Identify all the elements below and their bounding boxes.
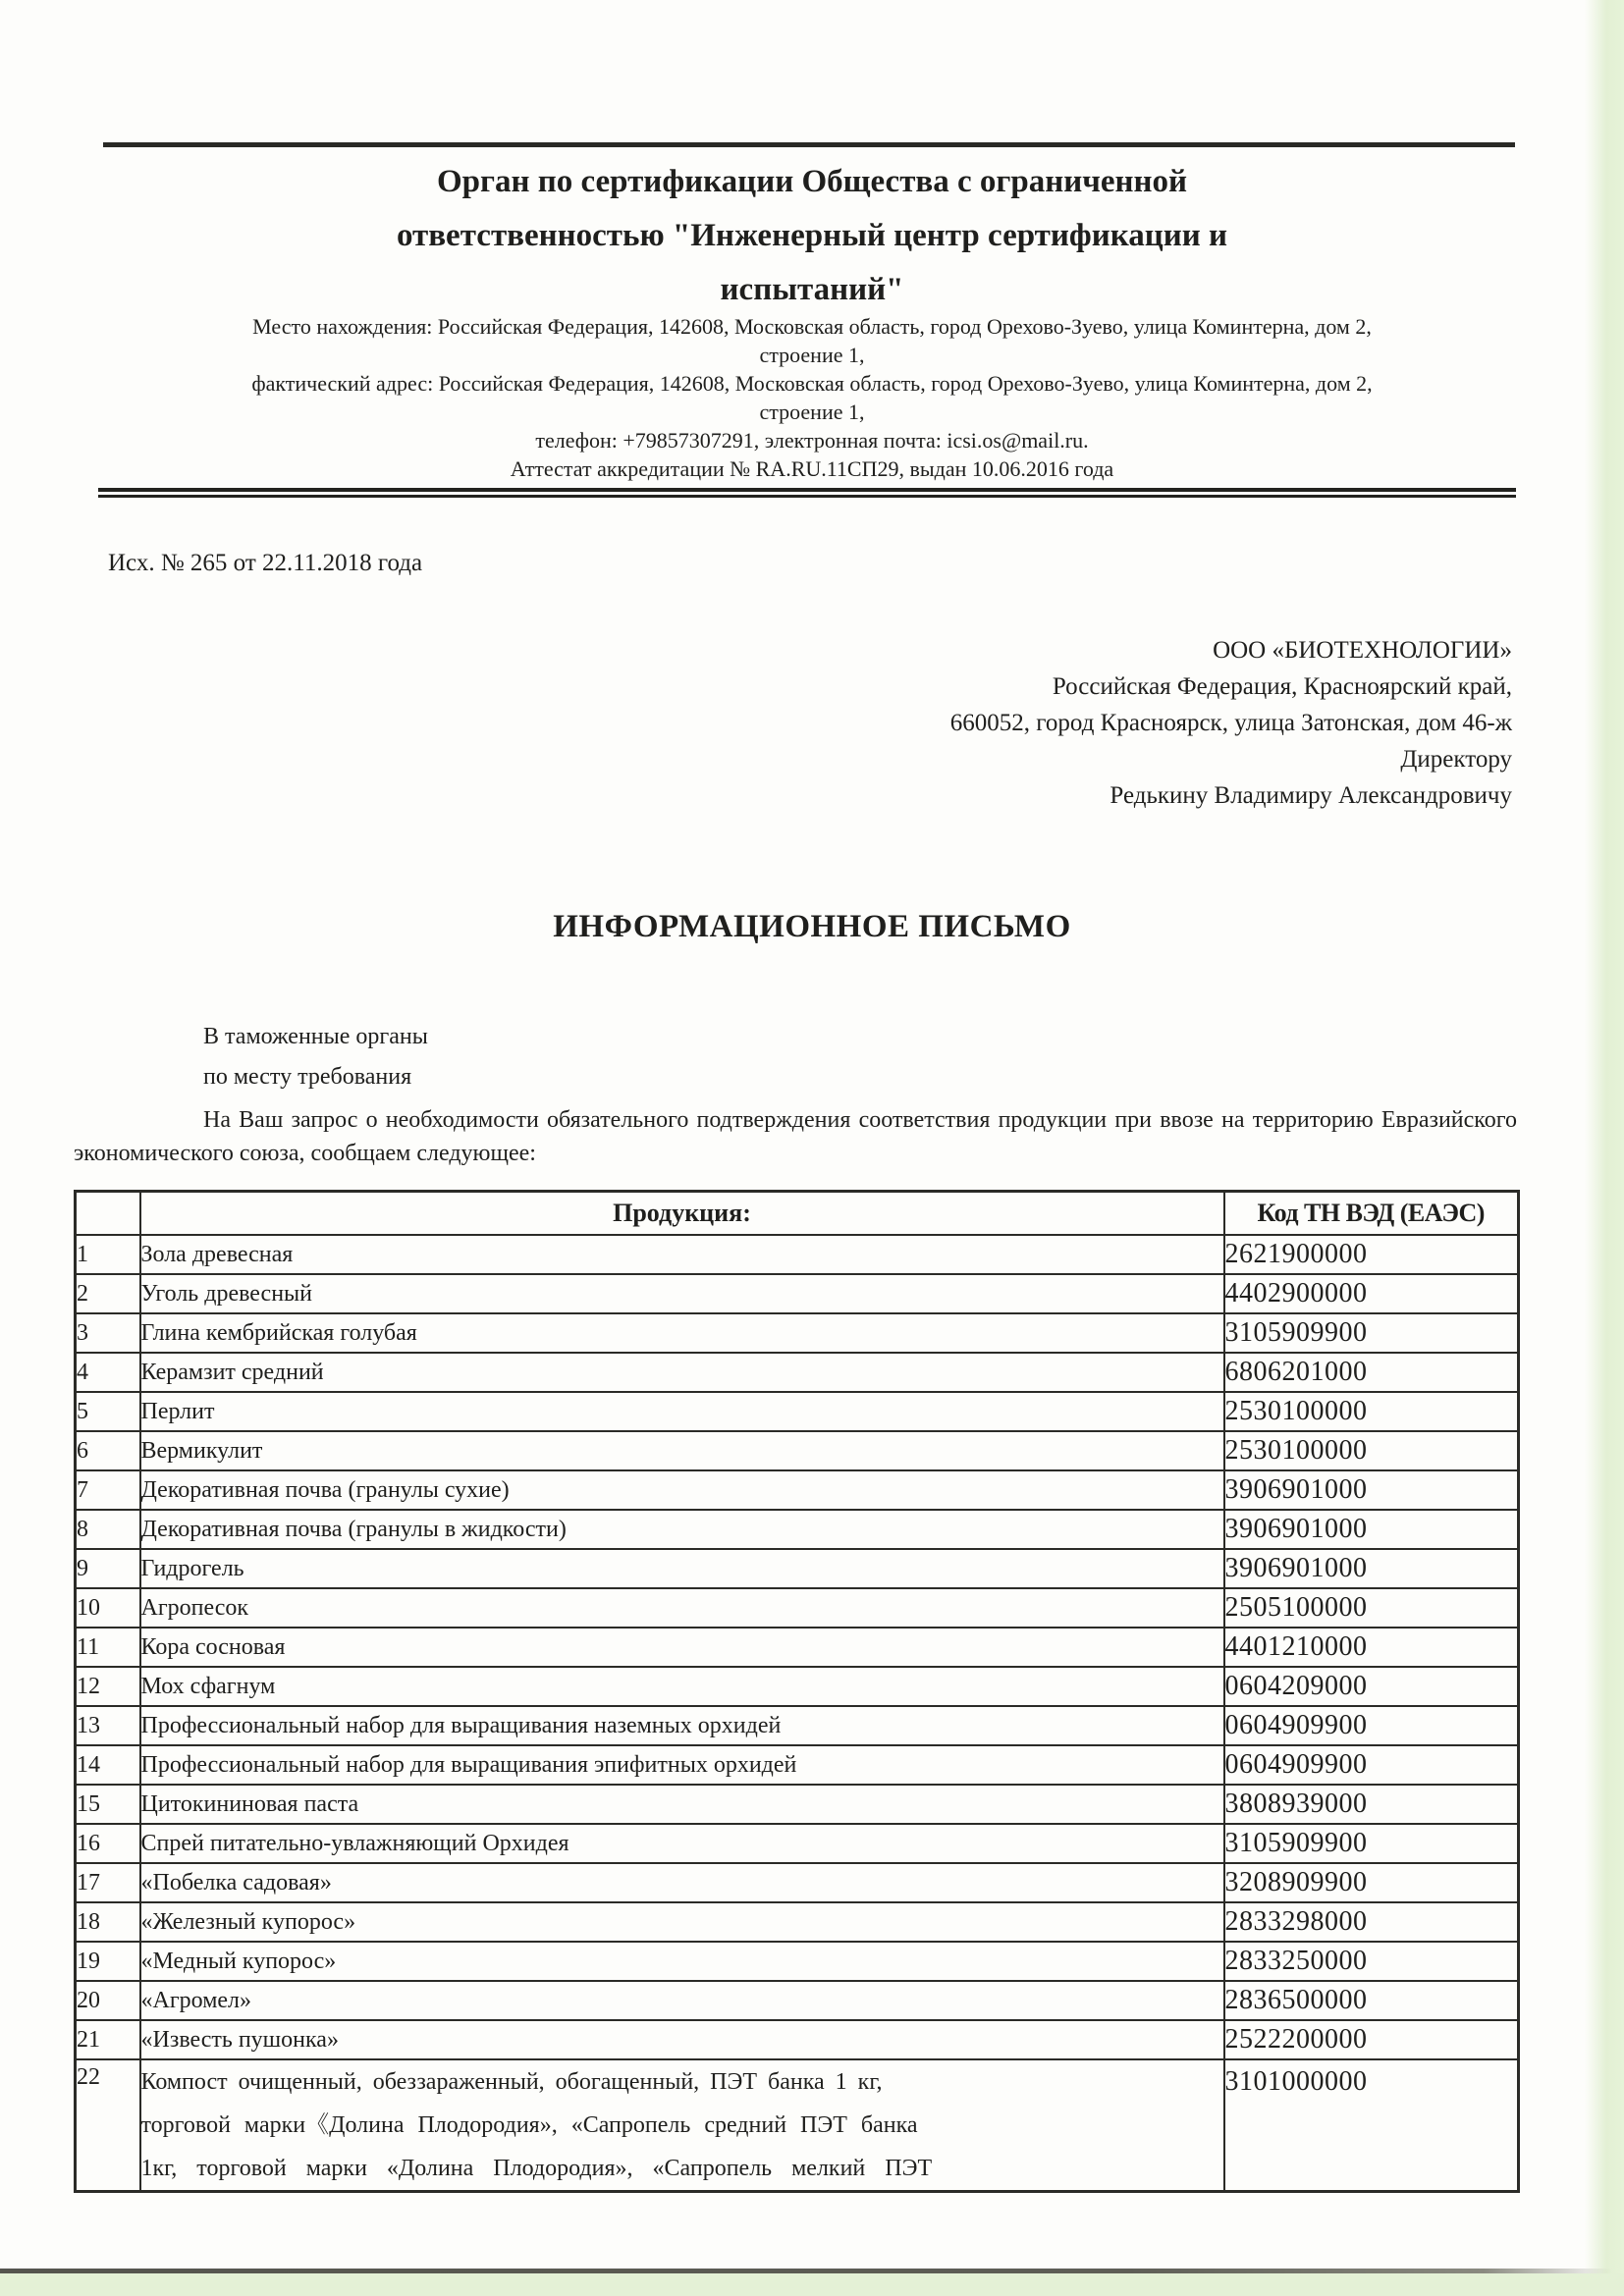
table-row [76,1392,1519,1431]
product-name: Агропесок [140,1588,1224,1628]
letterhead-org-name [56,155,1568,317]
row-number: 15 [76,1785,140,1824]
table-header-row [76,1192,1519,1236]
outgoing-reference: Исх. № 265 от 22.11.2018 года [108,550,423,576]
tnved-code: 0604909900 [1224,1706,1519,1745]
product-name: Зола древесная [140,1235,1224,1274]
product-name: «Медный купорос» [140,1942,1224,1981]
letterhead-accreditation-line: Аттестат аккредитации № RA.RU.11СП29, выдан 10.06.2016 года [510,456,1114,481]
row-number: 3 [76,1313,140,1353]
product-name-line: Компост очищенный, обеззараженный, обогащенный, ПЭТ банка 1 кг, [140,2069,883,2095]
table-row [76,1981,1519,2020]
table-row [76,1353,1519,1392]
table-row [76,1549,1519,1588]
recipient-position: Директору [1400,746,1512,773]
row-number: 5 [76,1392,140,1431]
product-name: Перлит [140,1392,1224,1431]
addressee-note [203,1017,428,1097]
letterhead-address-block [56,312,1568,483]
product-name: Вермикулит [140,1431,1224,1470]
tnved-code: 3906901000 [1224,1470,1519,1510]
table-row [76,2020,1519,2059]
col-header-number [76,1192,140,1236]
org-name-line: Орган по сертификации Общества с ограниченной [436,164,1188,199]
table-row [76,1942,1519,1981]
table-row [76,1745,1519,1785]
product-name: Глина кембрийская голубая [140,1313,1224,1353]
tnved-code: 2522200000 [1224,2020,1519,2059]
col-header-product: Продукция: [140,1192,1224,1236]
recipient-company: ООО «БИОТЕХНОЛОГИИ» [1213,637,1512,664]
addressee-note-line: по месту требования [203,1064,412,1090]
tnved-code: 0604909900 [1224,1745,1519,1785]
tnved-code: 3208909900 [1224,1863,1519,1902]
table-row [76,1902,1519,1942]
row-number: 14 [76,1745,140,1785]
recipient-address-line: 660052, город Красноярск, улица Затонская, дом 46-ж [949,710,1512,736]
col-header-code: Код ТН ВЭД (ЕАЭС) [1224,1192,1519,1236]
product-name: «Железный купорос» [140,1902,1224,1942]
letterhead-address-line: фактический адрес: Российская Федерация, 142608, Московская область, город Орехово-Зуево, улица Коминтерна, дом 2, [251,371,1373,396]
scan-edge-right [1585,0,1624,2296]
tnved-code: 0604209000 [1224,1667,1519,1706]
tnved-code: 3101000000 [1224,2059,1519,2192]
letterhead-contact-line: телефон: +79857307291, электронная почта: icsi.os@mail.ru. [535,428,1089,453]
tnved-code: 3808939000 [1224,1785,1519,1824]
row-number: 17 [76,1863,140,1902]
row-number: 21 [76,2020,140,2059]
table-row [76,1274,1519,1313]
letterhead-address-line: Место нахождения: Российская Федерация, 142608, Московская область, город Орехово-Зуево, улица Коминтерна, дом 2, [252,314,1372,339]
addressee-note-line: В таможенные органы [203,1024,428,1049]
tnved-code: 2833298000 [1224,1902,1519,1942]
product-name [140,2059,1224,2192]
row-number: 4 [76,1353,140,1392]
product-name: «Побелка садовая» [140,1863,1224,1902]
letterhead-address-line: строение 1, [759,400,865,424]
intro-paragraph: На Ваш запрос о необходимости обязательного подтверждения соответствия продукции при ввозе на территорию Евразийского экономического союза, сообщаем следующее: [74,1107,1517,1166]
table-row [76,1785,1519,1824]
tnved-code: 4401210000 [1224,1628,1519,1667]
letterhead-address-line: строение 1, [759,343,865,367]
product-name: Гидрогель [140,1549,1224,1588]
row-number: 12 [76,1667,140,1706]
row-number: 19 [76,1942,140,1981]
tnved-code: 2530100000 [1224,1431,1519,1470]
tnved-code: 3105909900 [1224,1313,1519,1353]
product-name-line: 1кг, торговой марки «Долина Плодородия», «Сапропель мелкий ПЭТ [140,2156,933,2181]
row-number: 6 [76,1431,140,1470]
product-name: Декоративная почва (гранулы сухие) [140,1470,1224,1510]
tnved-code: 2621900000 [1224,1235,1519,1274]
product-name: Профессиональный набор для выращивания эпифитных орхидей [140,1745,1224,1785]
product-name-line: торговой марки《Долина Плодородия», «Сапропель средний ПЭТ банка [140,2112,918,2138]
product-name: «Агромел» [140,1981,1224,2020]
row-number: 1 [76,1235,140,1274]
row-number: 20 [76,1981,140,2020]
row-number: 8 [76,1510,140,1549]
tnved-code: 3906901000 [1224,1510,1519,1549]
product-name: Керамзит средний [140,1353,1224,1392]
tnved-code: 4402900000 [1224,1274,1519,1313]
row-number: 18 [76,1902,140,1942]
document-title: ИНФОРМАЦИОННОЕ ПИСЬМО [553,909,1071,944]
row-number: 22 [76,2059,140,2192]
product-name: Декоративная почва (гранулы в жидкости) [140,1510,1224,1549]
tnved-code: 6806201000 [1224,1353,1519,1392]
recipient-name: Редькину Владимиру Александровичу [1110,782,1512,809]
table-row [76,1313,1519,1353]
recipient-address-line: Российская Федерация, Красноярский край, [1052,673,1512,700]
row-number: 2 [76,1274,140,1313]
tnved-code: 3105909900 [1224,1824,1519,1863]
table-row [76,1628,1519,1667]
org-name-line: испытаний" [720,272,904,307]
table-row [76,1667,1519,1706]
product-name: «Известь пушонка» [140,2020,1224,2059]
product-name: Кора сосновая [140,1628,1224,1667]
tnved-code: 2833250000 [1224,1942,1519,1981]
product-name: Цитокининовая паста [140,1785,1224,1824]
product-name: Профессиональный набор для выращивания наземных орхидей [140,1706,1224,1745]
tnved-code: 2505100000 [1224,1588,1519,1628]
table-row [76,1431,1519,1470]
tnved-code: 2530100000 [1224,1392,1519,1431]
product-name: Мох сфагнум [140,1667,1224,1706]
table-row [76,1706,1519,1745]
table-row [76,1510,1519,1549]
tnved-code: 3906901000 [1224,1549,1519,1588]
table-row [76,1470,1519,1510]
row-number: 11 [76,1628,140,1667]
org-name-line: ответственностью "Инженерный центр сертификации и [396,218,1228,253]
scan-edge-bottom [0,2273,1624,2296]
letterhead-top-rule [103,142,1515,147]
row-number: 16 [76,1824,140,1863]
product-name: Уголь древесный [140,1274,1224,1313]
recipient-block [950,632,1512,814]
row-number: 7 [76,1470,140,1510]
row-number: 13 [76,1706,140,1745]
table-row [76,1824,1519,1863]
row-number: 10 [76,1588,140,1628]
tnved-code: 2836500000 [1224,1981,1519,2020]
table-row [76,1588,1519,1628]
table-row [76,1235,1519,1274]
table-row [76,1863,1519,1902]
row-number: 9 [76,1549,140,1588]
products-table [74,1190,1520,2193]
table-row [76,2059,1519,2192]
letterhead-divider-rule [98,488,1516,498]
product-name: Спрей питательно-увлажняющий Орхидея [140,1824,1224,1863]
